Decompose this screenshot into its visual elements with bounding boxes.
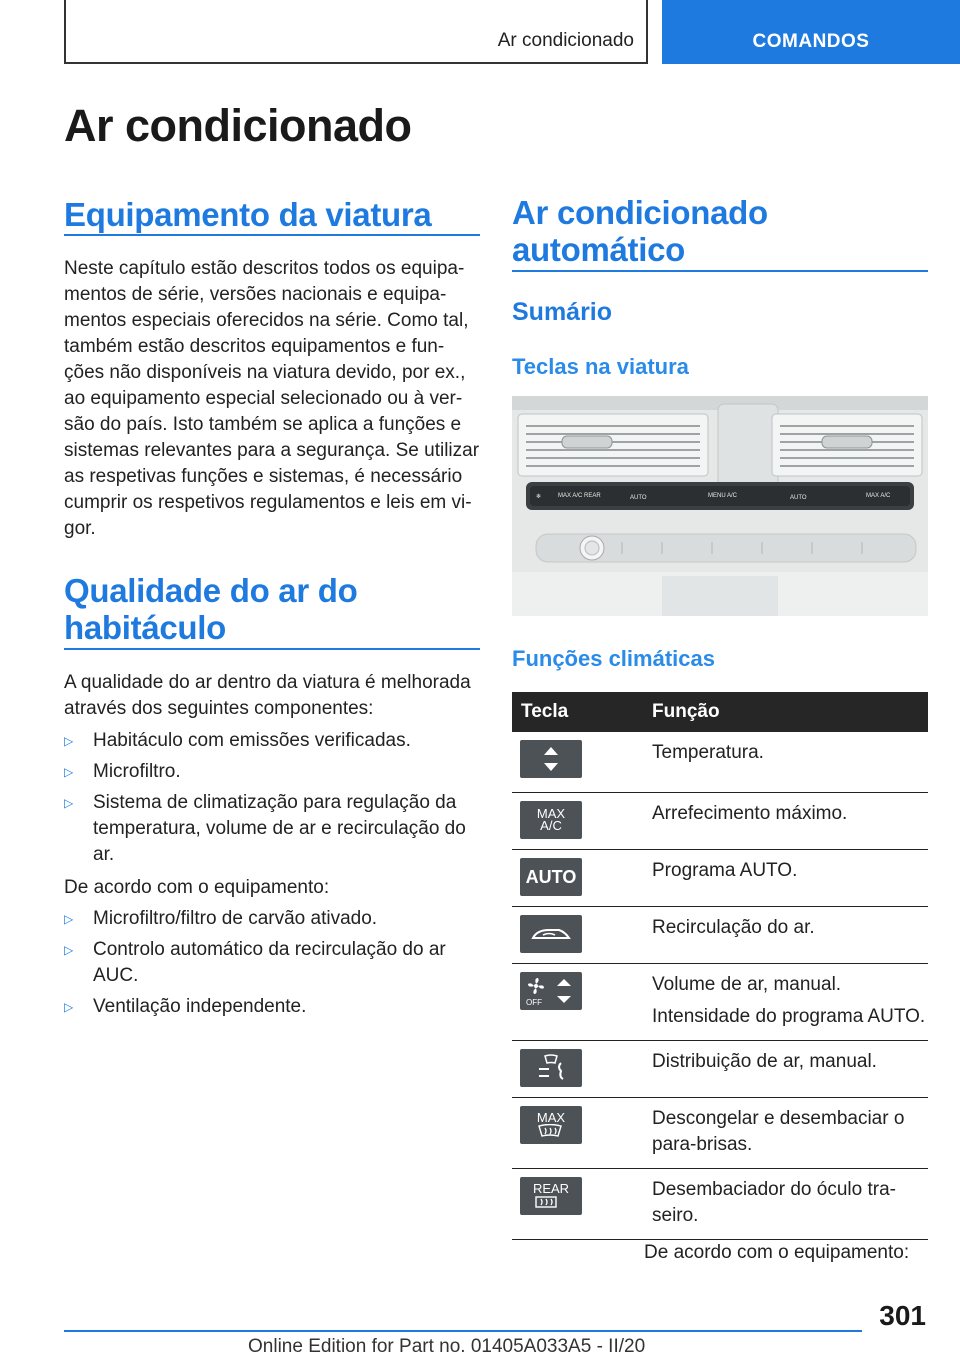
table-row [512, 850, 928, 907]
max-defrost-icon: MAX [520, 1106, 582, 1144]
function-text: Distribuição de ar, manual. [648, 1041, 928, 1098]
bullet-triangle-icon: ▷ [64, 912, 74, 926]
table-row [512, 1041, 928, 1098]
footer-edition: Online Edition for Part no. 01405A033A5 - II/20 [248, 1336, 646, 1357]
function-text: Arrefecimento máximo. [648, 793, 928, 850]
temperature-arrows-icon [520, 740, 582, 778]
table-row [512, 1098, 928, 1169]
according-equipment-text: De acordo com o equipamento: [64, 877, 330, 898]
header-chapter-tab[interactable] [662, 0, 960, 64]
heading-air-quality: Qualidade do ar do habitáculo [64, 572, 358, 646]
auto-icon: AUTO [520, 858, 582, 896]
max-ac-icon: MAX A/C [520, 801, 582, 839]
footer-rule [64, 1330, 862, 1332]
list-item: ▷ Microfiltro. [64, 759, 484, 785]
header-section-label: Ar condicionado [497, 30, 634, 51]
svg-text:MAX A/C: MAX A/C [558, 493, 583, 499]
header-section-box [64, 0, 648, 64]
heading-climate-functions: Funções climáticas [512, 646, 715, 671]
table-row [512, 964, 928, 1041]
page-title: Ar condicionado [64, 100, 412, 151]
heading-rule [64, 648, 480, 650]
list-item: ▷ Microfiltro/filtro de carvão ativado. [64, 906, 484, 932]
heading-summary: Sumário [512, 298, 613, 326]
table-row [512, 793, 928, 850]
function-text: Volume de ar, manual. Intensidade do programa AUTO. [648, 964, 928, 1041]
bullet-triangle-icon: ▷ [64, 765, 74, 779]
fan-volume-icon [520, 972, 582, 1010]
rear-defrost-icon: REAR [520, 1177, 582, 1215]
list-item: ▷ Habitáculo com emissões verificadas. [64, 728, 484, 754]
svg-text:AUTO: AUTO [630, 495, 647, 501]
list-item: ▷ Controlo automático da recirculação do ar AUC. [64, 939, 446, 986]
bullet-triangle-icon: ▷ [64, 1000, 74, 1014]
recirculation-icon [520, 915, 582, 953]
svg-text:MENU A/C: MENU A/C [708, 493, 738, 499]
bullet-triangle-icon: ▷ [64, 943, 74, 957]
function-text: Desembaciador do óculo tra- seiro. [648, 1169, 928, 1240]
header-chapter-label: COMANDOS [752, 31, 870, 52]
svg-text:MAX A/C: MAX A/C [866, 493, 891, 499]
function-text: Recirculação do ar. [648, 907, 928, 964]
heading-rule [64, 234, 480, 236]
air-quality-intro: A qualidade do ar dentro da viatura é melhorada através dos seguintes componentes: [64, 672, 471, 719]
left-air-vent [518, 414, 708, 476]
list-item: ▷ Sistema de climatização para regulação da temperatura, volume de ar e recirculação do ar. [64, 792, 466, 865]
table-row [512, 907, 928, 964]
list-item: ▷ Ventilação independente. [64, 994, 484, 1020]
according-equipment-text: De acordo com o equipamento: [644, 1242, 910, 1263]
components-list [64, 728, 484, 873]
svg-text:❄: ❄ [536, 494, 542, 500]
svg-text:AUTO: AUTO [790, 495, 807, 501]
function-text: Programa AUTO. [648, 850, 928, 907]
heading-keys-in-vehicle: Teclas na viatura [512, 354, 689, 379]
heading-auto-ac: Ar condicionado automático [512, 194, 768, 268]
ac-button-strip [526, 482, 914, 510]
ac-control-panel-photo [512, 396, 928, 616]
table-row [512, 732, 928, 793]
equipment-paragraph: Neste capítulo estão descritos todos os equipa- mentos de série, versões nacionais e equipa- mentos especiais oferecidos na série. Como tal, também estão descritos equipamentos e fun- ções não disponíveis na viatura devido, por ex., ao equipamento especial selecionado ou à ver- são do país. Isto também se aplica a funções e sistemas relevantes para a segurança. Se utilizar as respetivas funções e sistemas, é necessário cumprir os respetivos regulamentos e leis em vi- gor. [64, 258, 480, 539]
heading-equipment: Equipamento da viatura [64, 196, 432, 233]
svg-text:OFF: OFF [526, 998, 542, 1007]
bullet-triangle-icon: ▷ [64, 796, 74, 810]
heading-rule [512, 270, 928, 272]
optional-components-list [64, 906, 484, 1025]
function-text: Temperatura. [648, 732, 928, 793]
table-header-key: Tecla [512, 692, 648, 732]
table-header-function: Função [648, 692, 928, 732]
function-text: Descongelar e desembaciar o para-brisas. [648, 1098, 928, 1169]
air-distribution-icon [520, 1049, 582, 1087]
page-number: 301 [879, 1300, 926, 1331]
svg-text:REAR: REAR [584, 493, 601, 499]
table-row [512, 1169, 928, 1240]
bullet-triangle-icon: ▷ [64, 734, 74, 748]
climate-functions-table [512, 692, 928, 1240]
ac-panel-illustration [512, 396, 928, 616]
right-air-vent [772, 414, 922, 476]
